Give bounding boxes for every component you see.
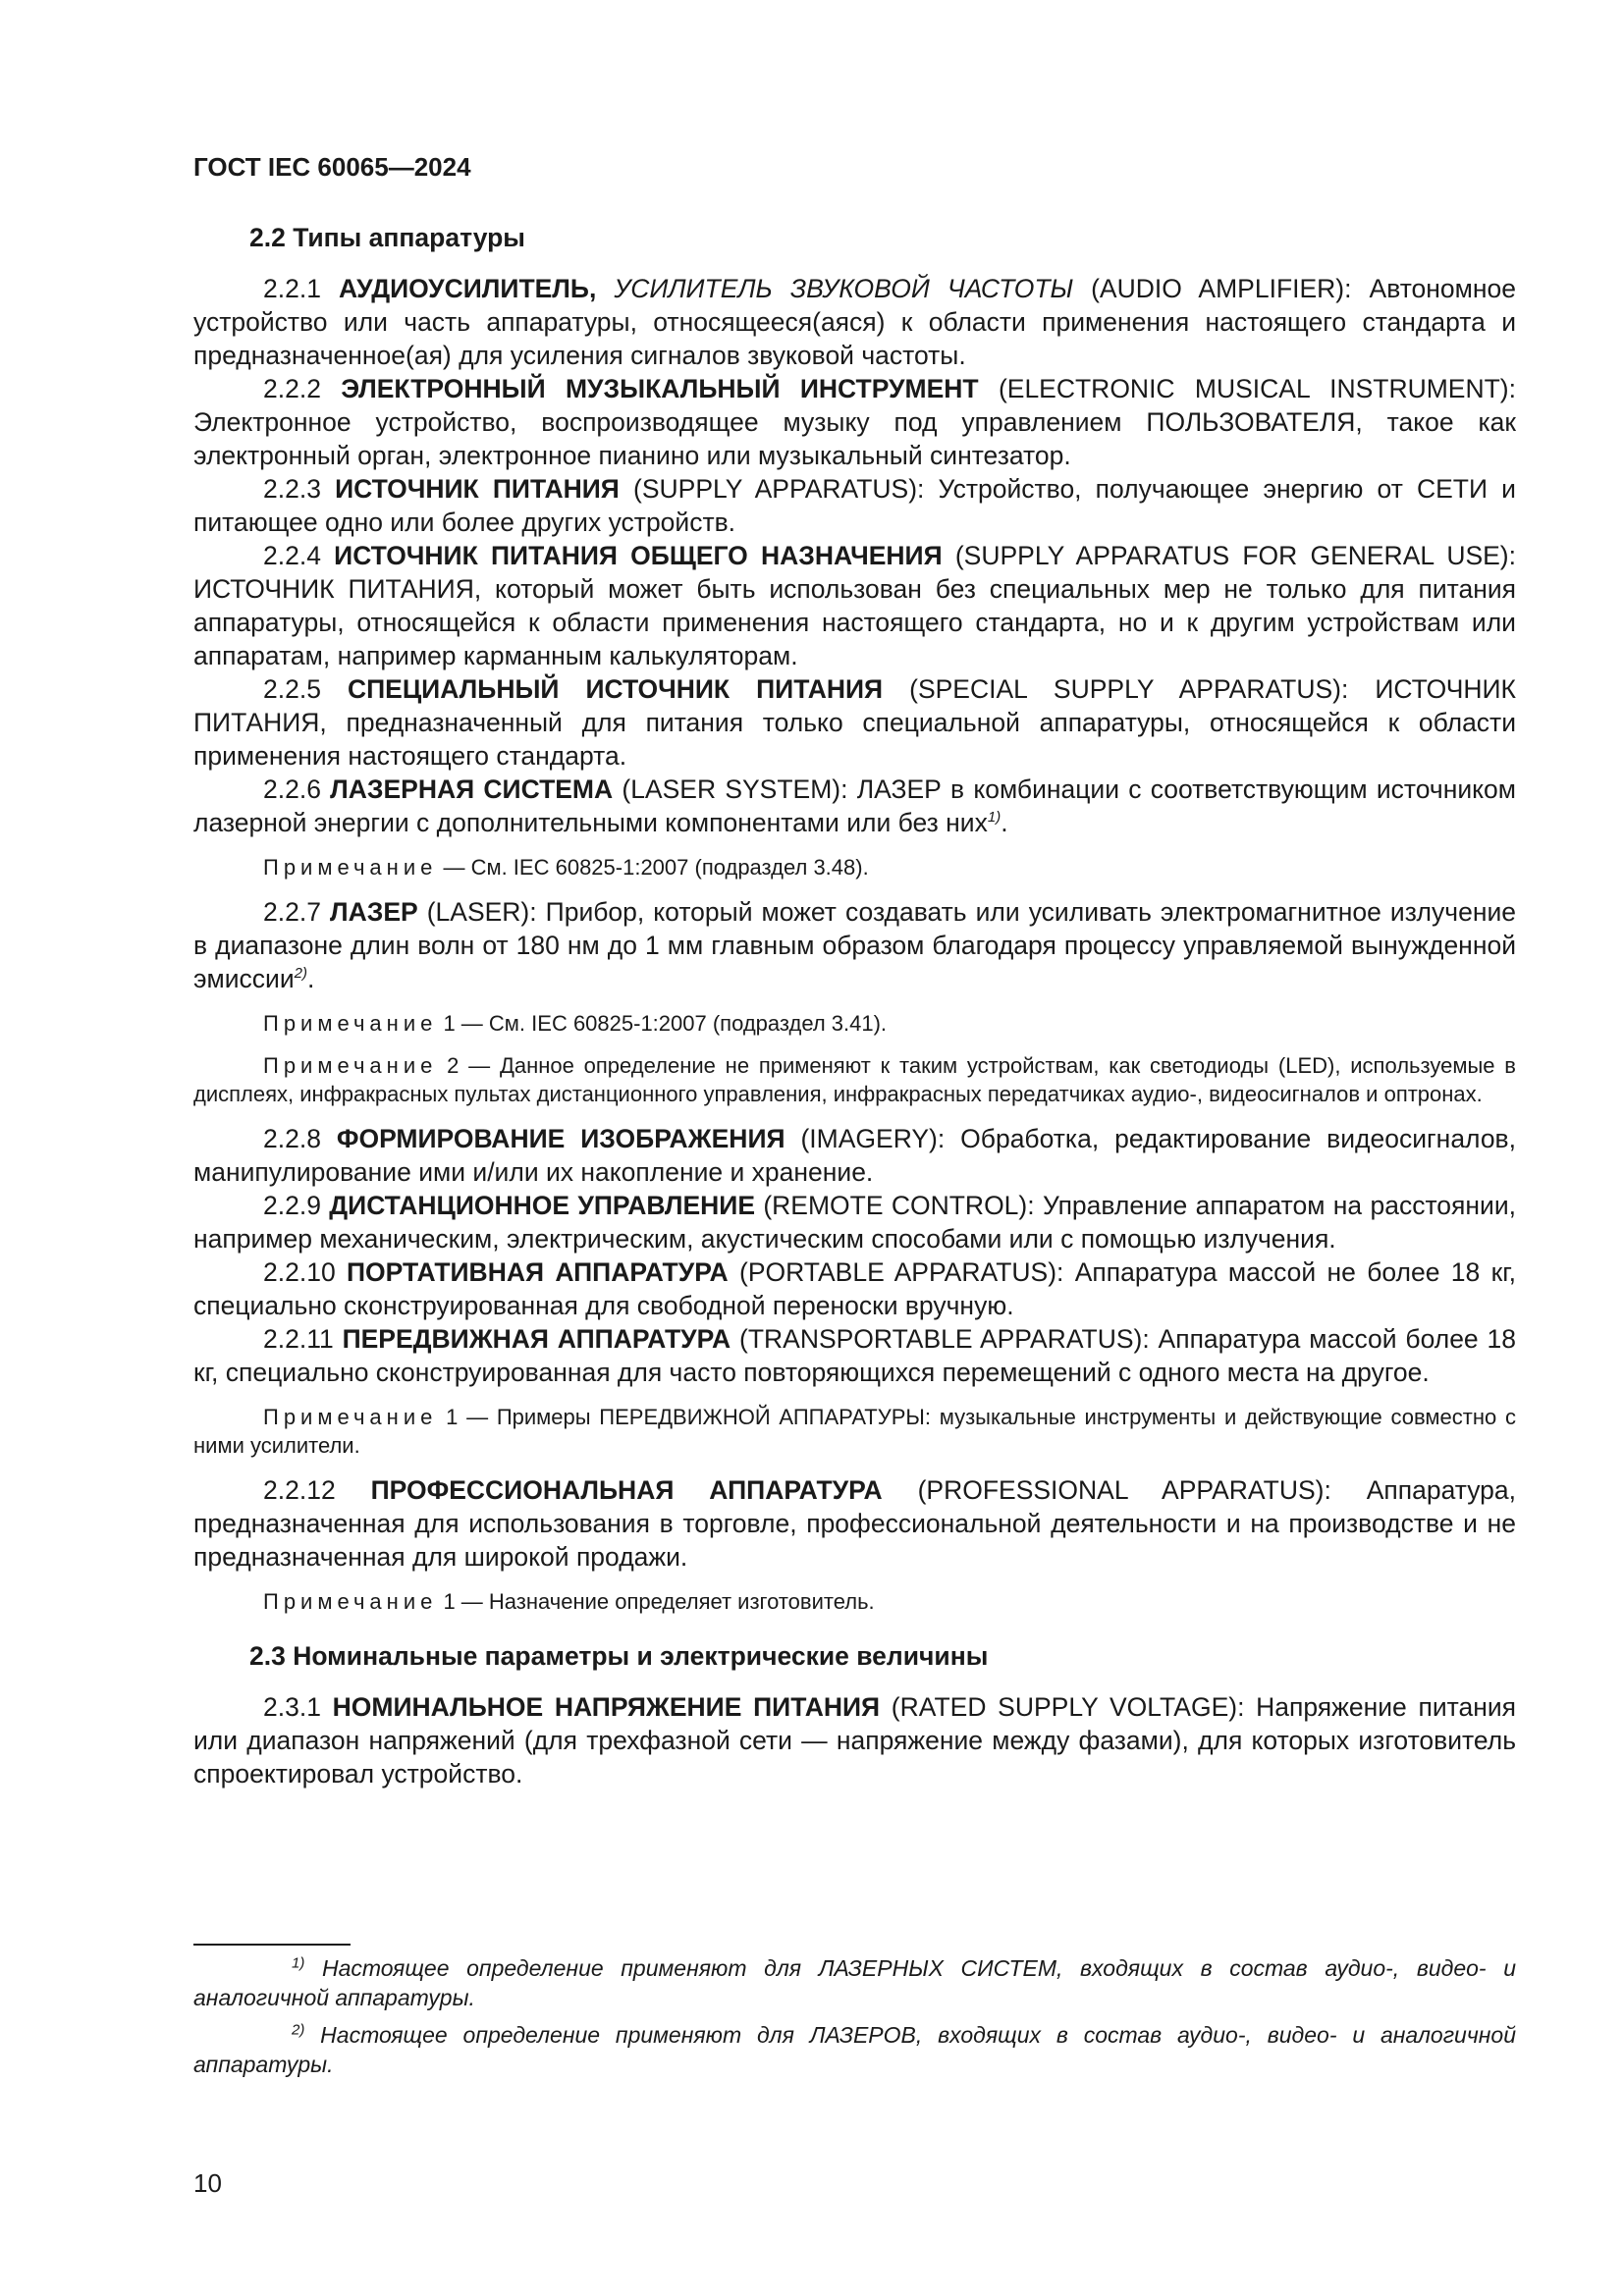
note-2-2-11-1 xyxy=(193,1403,1516,1460)
definition-text: (SUPPLY APPARATUS): Устройство, получающее энергию от СЕТИ и питающее одно или более других устройств. xyxy=(193,474,1516,537)
clause-number: 2.2.3 xyxy=(263,474,336,504)
footnote-2 xyxy=(193,2020,1516,2079)
definition-text: (PORTABLE APPARATUS): Аппаратура массой не более 18 кг, специально сконструированная для свободной переноски вручную. xyxy=(193,1257,1516,1320)
definition-2-2-7 xyxy=(193,895,1516,995)
definition-text: (SUPPLY APPARATUS FOR GENERAL USE): ИСТОЧНИК ПИТАНИЯ, который может быть использован без специальных мер не только для питания аппаратуры, относящейся к области применения настоящего стандарта, но и к другим устройствам или аппаратам, например карманным калькуляторам. xyxy=(193,541,1516,670)
clause-number: 2.2.1 xyxy=(263,274,339,303)
definition-text: (IMAGERY): Обработка, редактирование видеосигналов, манипулирование ими и/или их накопление и хранение. xyxy=(193,1124,1516,1187)
definition-2-2-6 xyxy=(193,773,1516,839)
document-header: ГОСТ IEC 60065—2024 xyxy=(193,152,471,182)
definition-2-2-11 xyxy=(193,1322,1516,1389)
definition-2-2-3 xyxy=(193,472,1516,539)
definition-2-2-4 xyxy=(193,539,1516,672)
note-label: Примечание xyxy=(263,1011,438,1036)
note-label: Примечание xyxy=(263,1589,438,1614)
section-2-2-title: 2.2 Типы аппаратуры xyxy=(249,223,525,252)
term: ПЕРЕДВИЖНАЯ АППАРАТУРА xyxy=(342,1324,731,1354)
definition-2-3-1 xyxy=(193,1690,1516,1790)
term: ПРОФЕССИОНАЛЬНАЯ АППАРАТУРА xyxy=(370,1475,883,1505)
footnotes xyxy=(193,1953,1516,2087)
clause-number: 2.2.6 xyxy=(263,774,331,804)
page-body xyxy=(193,221,1516,1790)
definition-text: (LASER): Прибор, который может создавать или усиливать электромагнитное излучение в диапазоне длин волн от 180 нм до 1 мм главным образом благодаря процессу управляемой вынужденной эмиссии xyxy=(193,897,1516,993)
footnote-divider xyxy=(193,1944,351,1946)
note-text: 1 — Назначение определяет изготовитель. xyxy=(437,1589,875,1614)
term: ИСТОЧНИК ПИТАНИЯ xyxy=(335,474,620,504)
footnote-ref-1[interactable]: 1) xyxy=(987,809,1001,827)
note-text: 1 — См. IEC 60825-1:2007 (подраздел 3.41). xyxy=(437,1011,888,1036)
clause-number: 2.3.1 xyxy=(263,1692,333,1722)
footnote-mark: 2) xyxy=(292,2021,305,2039)
term: ПОРТАТИВНАЯ АППАРАТУРА xyxy=(347,1257,729,1287)
definition-end: . xyxy=(307,964,315,993)
footnote-1 xyxy=(193,1953,1516,2012)
definition-end: . xyxy=(1001,808,1008,837)
section-2-3-title: 2.3 Номинальные параметры и электрические величины xyxy=(249,1641,989,1671)
footnote-mark: 1) xyxy=(292,1954,305,1972)
definition-text: (LASER SYSTEM): ЛАЗЕР в комбинации с соответствующим источником лазерной энергии с дополнительными компонентами или без них xyxy=(193,774,1516,837)
term: ЛАЗЕР xyxy=(329,897,418,927)
note-text: 1 — Примеры ПЕРЕДВИЖНОЙ АППАРАТУРЫ: музыкальные инструменты и действующие совместно с ними усилители. xyxy=(193,1405,1516,1458)
term: ЛАЗЕРНАЯ СИСТЕМА xyxy=(330,774,614,804)
footnote-ref-2[interactable]: 2) xyxy=(294,965,307,983)
definition-2-2-12 xyxy=(193,1473,1516,1574)
note-label: Примечание xyxy=(263,855,438,880)
clause-number: 2.2.11 xyxy=(263,1324,343,1354)
clause-number: 2.2.9 xyxy=(263,1191,330,1220)
clause-number: 2.2.12 xyxy=(263,1475,371,1505)
footnote-text: Настоящее определение применяют для ЛАЗЕРОВ, входящих в состав аудио-, видео- и аналогичной аппаратуры. xyxy=(193,2022,1516,2077)
note-label: Примечание xyxy=(263,1053,438,1078)
definition-text: (SPECIAL SUPPLY APPARATUS): ИСТОЧНИК ПИТАНИЯ, предназначенный для питания только специальной аппаратуры, относящейся к области применения настоящего стандарта. xyxy=(193,674,1516,771)
alternative-term: УСИЛИТЕЛЬ ЗВУКОВОЙ ЧАСТОТЫ xyxy=(596,274,1074,303)
term: ФОРМИРОВАНИЕ ИЗОБРАЖЕНИЯ xyxy=(336,1124,785,1153)
note-text: — См. IEC 60825-1:2007 (подраздел 3.48). xyxy=(437,855,869,880)
footnote-text: Настоящее определение применяют для ЛАЗЕРНЫХ СИСТЕМ, входящих в состав аудио-, видео- и аналогичной аппаратуры. xyxy=(193,1955,1516,2010)
term: ДИСТАНЦИОННОЕ УПРАВЛЕНИЕ xyxy=(329,1191,756,1220)
note-2-2-7-1 xyxy=(193,1009,1516,1038)
definition-2-2-9 xyxy=(193,1189,1516,1255)
page-number: 10 xyxy=(193,2168,222,2198)
note-label: Примечание xyxy=(263,1405,438,1429)
definition-2-2-1 xyxy=(193,272,1516,372)
term: ИСТОЧНИК ПИТАНИЯ ОБЩЕГО НАЗНАЧЕНИЯ xyxy=(334,541,943,570)
note-2-2-12-1 xyxy=(193,1587,1516,1616)
term: НОМИНАЛЬНОЕ НАПРЯЖЕНИЕ ПИТАНИЯ xyxy=(332,1692,881,1722)
term: АУДИОУСИЛИТЕЛЬ, xyxy=(338,274,597,303)
definition-text: (TRANSPORTABLE APPARATUS): Аппаратура массой более 18 кг, специально сконструированная для часто повторяющихся перемещений с одного места на другое. xyxy=(193,1324,1516,1387)
definition-text: (REMOTE CONTROL): Управление аппаратом на расстоянии, например механическим, электрическим, акустическим способами или с помощью излучения. xyxy=(193,1191,1516,1254)
definition-2-2-5 xyxy=(193,672,1516,773)
definition-text: (PROFESSIONAL APPARATUS): Аппаратура, предназначенная для использования в торговле, профессиональной деятельности и на производстве и не предназначенная для широкой продажи. xyxy=(193,1475,1516,1572)
definition-text: (AUDIO AMPLIFIER): Автономное устройство или часть аппаратуры, относящееся(аяся) к области применения настоящего стандарта и предназначенное(ая) для усиления сигналов звуковой частоты. xyxy=(193,274,1516,370)
term: ЭЛЕКТРОННЫЙ МУЗЫКАЛЬНЫЙ ИНСТРУМЕНТ xyxy=(341,374,979,403)
clause-number: 2.2.2 xyxy=(263,374,342,403)
definition-2-2-2 xyxy=(193,372,1516,472)
definition-2-2-8 xyxy=(193,1122,1516,1189)
clause-number: 2.2.8 xyxy=(263,1124,337,1153)
clause-number: 2.2.5 xyxy=(263,674,348,704)
term: СПЕЦИАЛЬНЫЙ ИСТОЧНИК ПИТАНИЯ xyxy=(347,674,884,704)
definition-text: (RATED SUPPLY VOLTAGE): Напряжение питания или диапазон напряжений (для трехфазной сети — напряжение между фазами), для которых изготовитель спроектировал устройство. xyxy=(193,1692,1517,1789)
note-text: 2 — Данное определение не применяют к таким устройствам, как светодиоды (LED), используемые в дисплеях, инфракрасных пультах дистанционного управления, инфракрасных передатчиках аудио-, видеосигналов и оптронах. xyxy=(193,1053,1516,1106)
clause-number: 2.2.7 xyxy=(263,897,330,927)
note-2-2-6 xyxy=(193,853,1516,881)
definition-2-2-10 xyxy=(193,1255,1516,1322)
note-2-2-7-2 xyxy=(193,1051,1516,1108)
clause-number: 2.2.4 xyxy=(263,541,335,570)
definition-text: (ELECTRONIC MUSICAL INSTRUMENT): Электронное устройство, воспроизводящее музыку под управлением ПОЛЬЗОВАТЕЛЯ, такое как электронный орган, электронное пианино или музыкальный синтезатор. xyxy=(193,374,1516,470)
clause-number: 2.2.10 xyxy=(263,1257,347,1287)
